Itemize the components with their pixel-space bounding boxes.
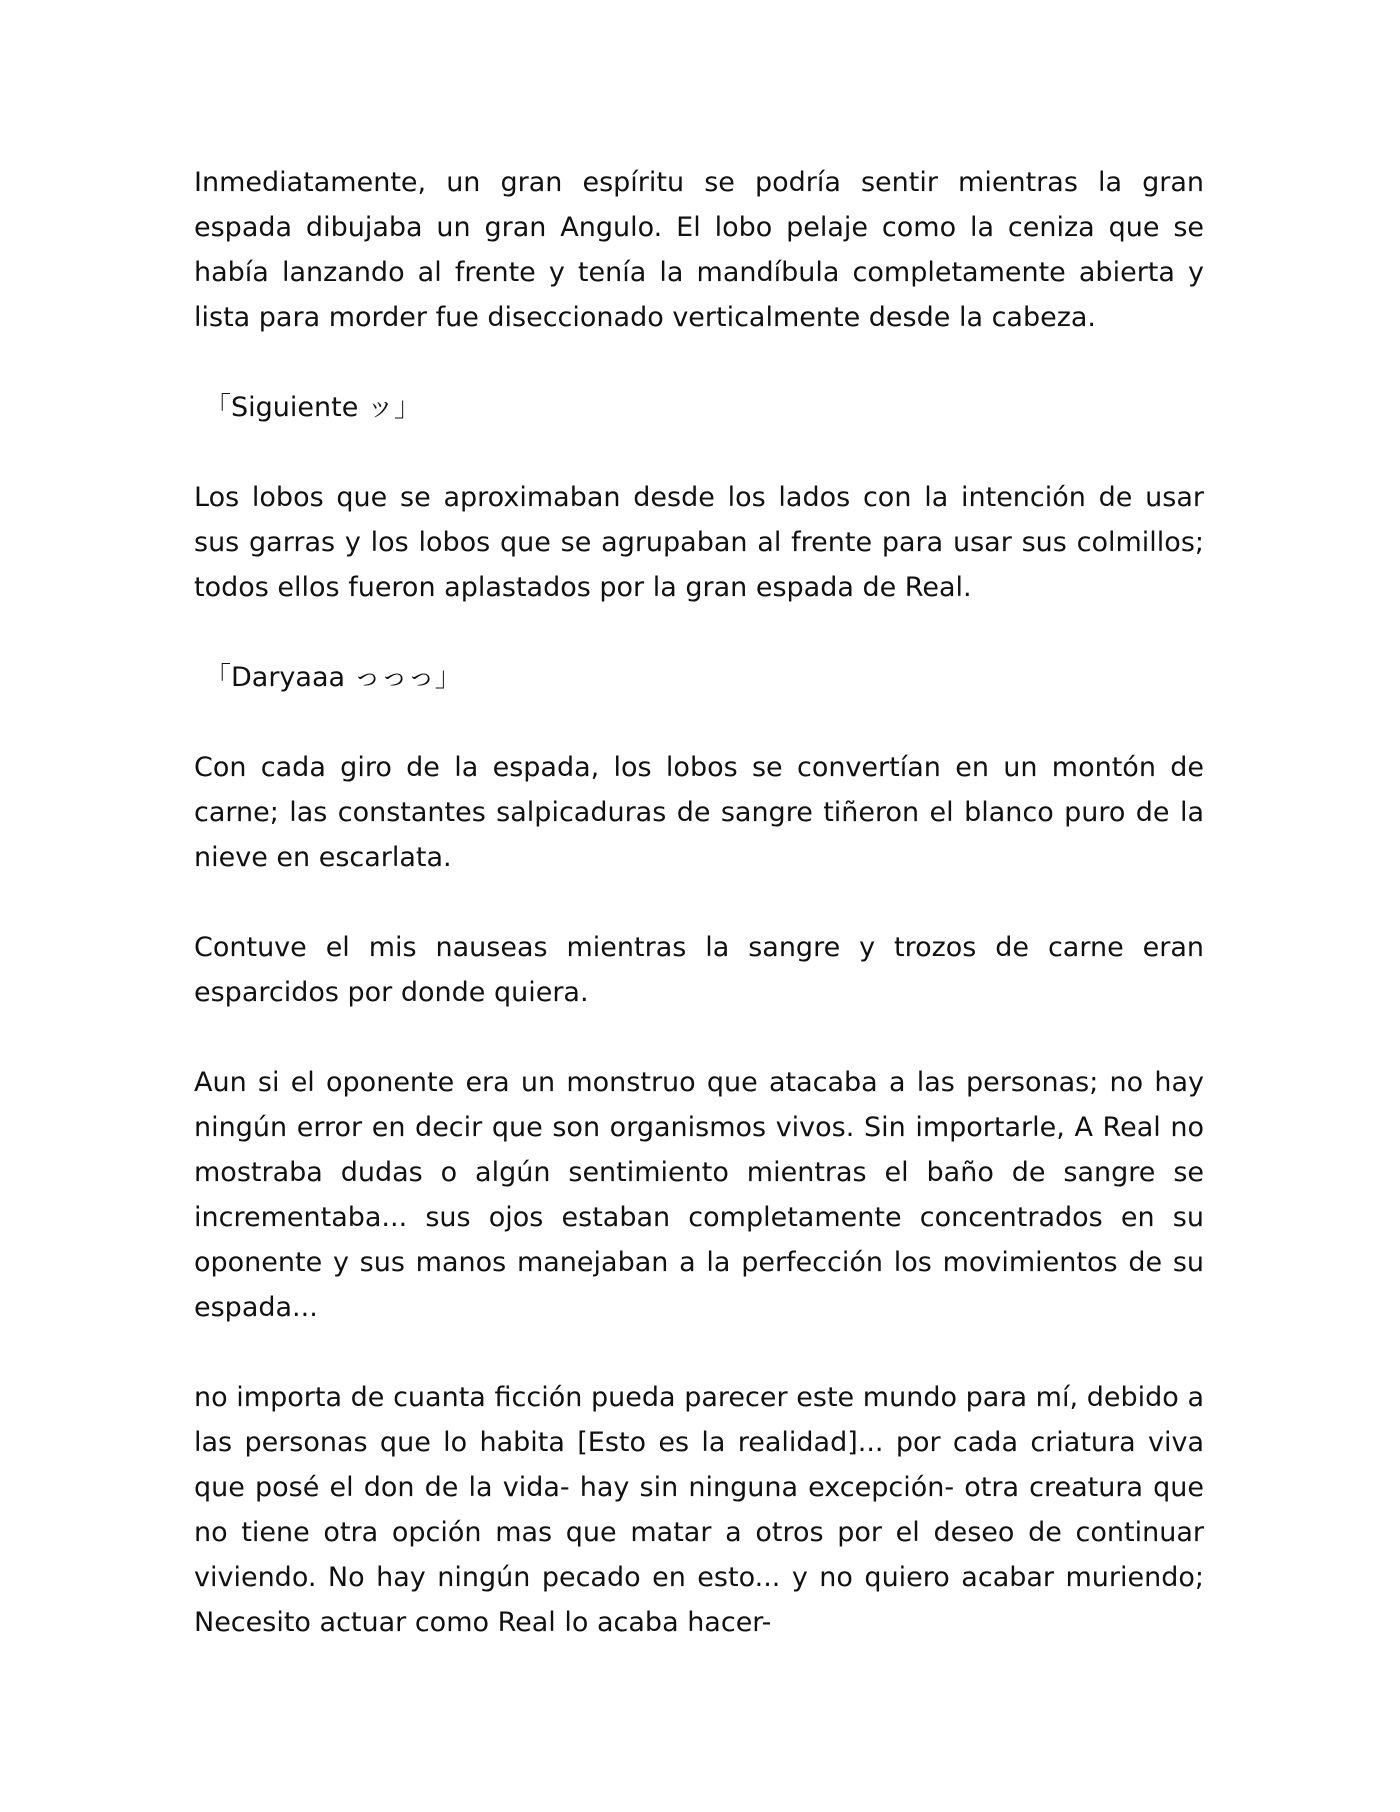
dialogue-line-1: 「Siguiente ッ」 — [204, 392, 421, 423]
paragraph-6: no importa de cuanta ficción pueda parecer este mundo para mí, debido a las personas que lo habita [Esto es la realidad]... por cada criatura viva que posé el don de la vida- hay sin ninguna excepción- otra creatura que no tiene otra opción mas que matar a otros por el deseo de continuar viviendo. No hay ningún pecado en esto... y no quiero acabar muriendo; Necesito actuar como Real lo acaba hacer- — [194, 1382, 1204, 1638]
paragraph-4: Contuve el mis nauseas mientras la sangre y trozos de carne eran esparcidos por donde quiera. — [194, 932, 1204, 1008]
paragraph-5: Aun si el oponente era un monstruo que atacaba a las personas; no hay ningún error en decir que son organismos vivos. Sin importarle, A Real no mostraba dudas o algún sentimiento mientras el baño de sangre se incrementaba... sus ojos estaban completamente concentrados en su oponente y sus manos manejaban a la perfección los movimientos de su espada... — [194, 1067, 1204, 1323]
document-body — [194, 160, 1204, 1645]
paragraph-1: Inmediatamente, un gran espíritu se podría sentir mientras la gran espada dibujaba un gran Angulo. El lobo pelaje como la ceniza que se había lanzando al frente y tenía la mandíbula completamente abierta y lista para morder fue diseccionado verticalmente desde la cabeza. — [194, 167, 1204, 333]
paragraph-2: Los lobos que se aproximaban desde los lados con la intención de usar sus garras y los lobos que se agrupaban al frente para usar sus colmillos; todos ellos fueron aplastados por la gran espada de Real. — [194, 482, 1204, 603]
paragraph-3: Con cada giro de la espada, los lobos se convertían en un montón de carne; las constantes salpicaduras de sangre tiñeron el blanco puro de la nieve en escarlata. — [194, 752, 1204, 873]
dialogue-line-2: 「Daryaaa っっっ」 — [204, 662, 462, 693]
